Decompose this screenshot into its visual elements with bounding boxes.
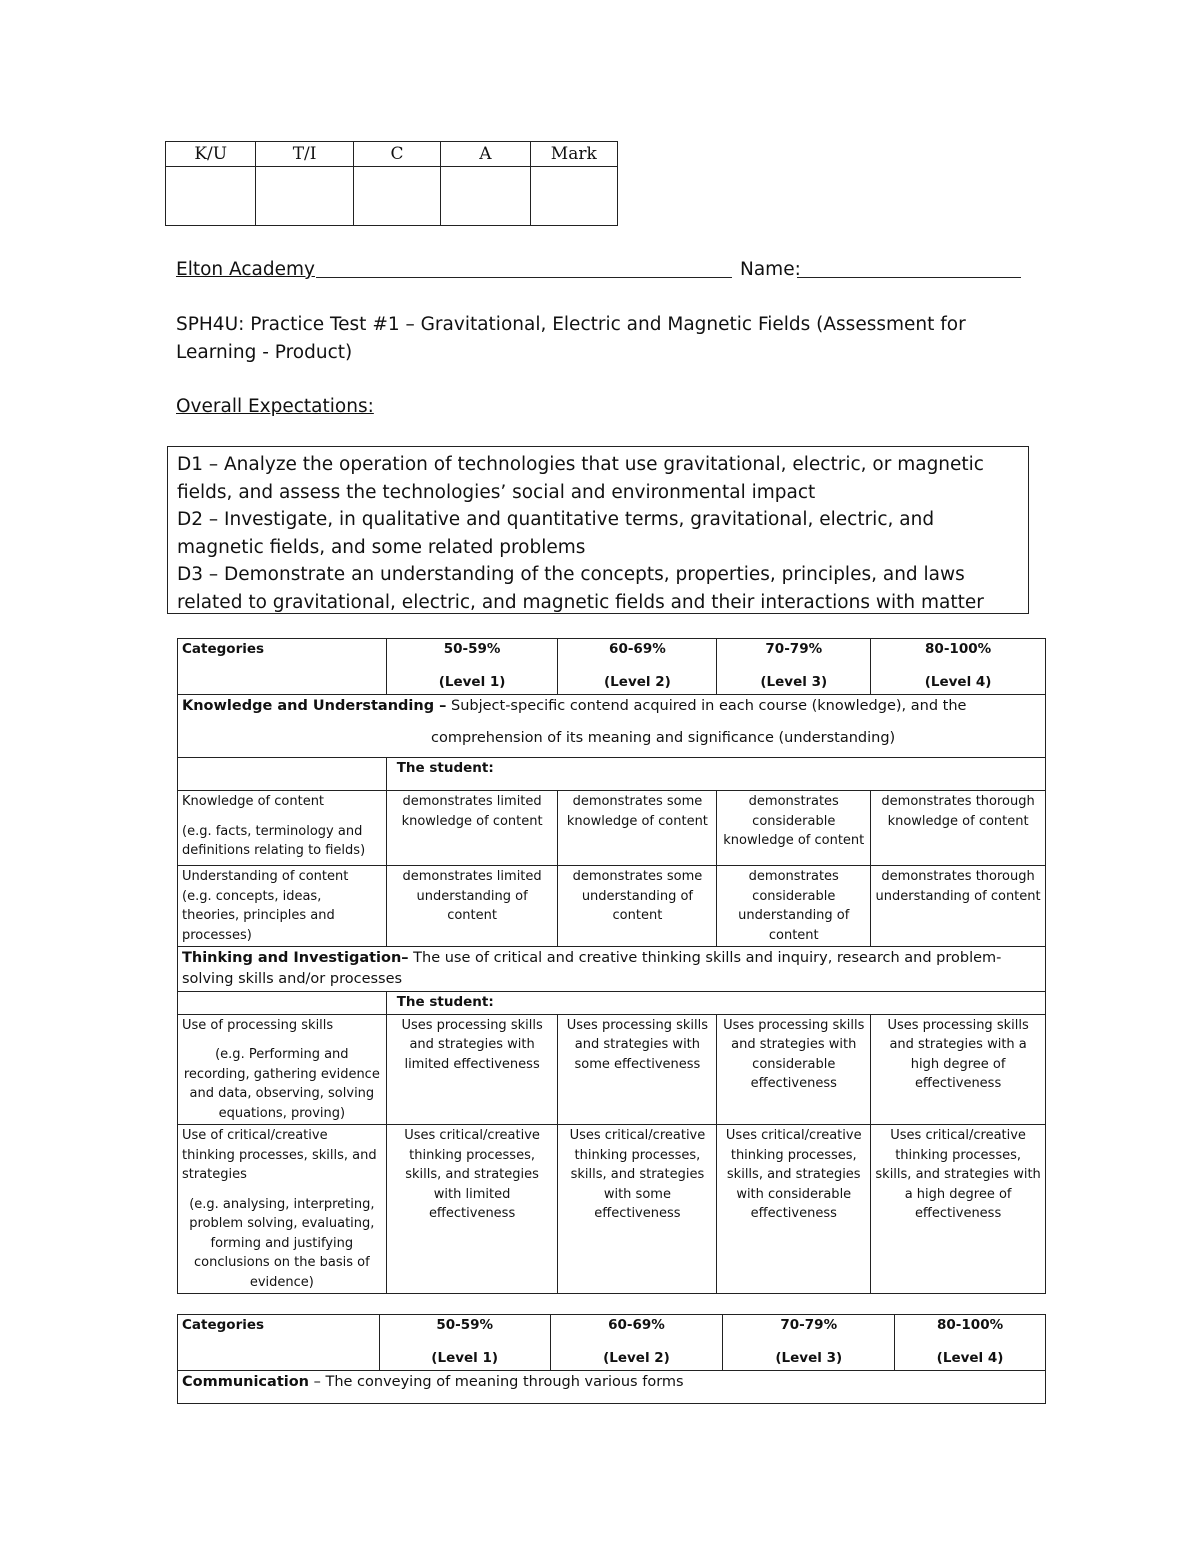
ku-understanding-level-3: demonstrates considerable understanding of content <box>717 866 871 947</box>
level-2-header-2: 60-69% (Level 2) <box>550 1315 723 1371</box>
marks-header-ti: T/I <box>256 142 353 167</box>
ti-row-processing <box>178 1014 1046 1125</box>
name-blank-line[interactable] <box>797 277 1021 278</box>
school-underline <box>316 277 732 278</box>
comm-category-cell <box>178 1371 1046 1404</box>
marks-header-a: A <box>441 142 530 167</box>
name-label: Name: <box>740 259 801 280</box>
marks-cell-mark <box>530 167 617 226</box>
marks-table <box>165 141 618 226</box>
ti-critical-level-3: Uses critical/creative thinking processes, skills, and strategies with considerable effectiveness <box>717 1125 871 1294</box>
ku-desc-2: comprehension of its meaning and significance (understanding) <box>431 730 896 746</box>
comm-title: Communication <box>182 1374 310 1390</box>
marks-cell-ku <box>166 167 256 226</box>
ku-title: Knowledge and Understanding – <box>182 698 447 714</box>
ku-understanding-level-2: demonstrates some understanding of content <box>558 866 717 947</box>
ti-critical-level-1: Uses critical/creative thinking processes, skills, and strategies with limited effectiveness <box>386 1125 558 1294</box>
ti-processing-level-4: Uses processing skills and strategies with a high degree of effectiveness <box>871 1014 1046 1125</box>
ti-critical-level-2: Uses critical/creative thinking processes, skills, and strategies with some effectiveness <box>558 1125 717 1294</box>
marks-cell-c <box>353 167 440 226</box>
ku-category-row <box>178 695 1046 758</box>
ku-desc-1: Subject-specific contend acquired in each course (knowledge), and the <box>451 698 967 714</box>
ku-row-understanding <box>178 866 1046 947</box>
ti-student-label: The student: <box>386 992 1045 1015</box>
comm-desc: – The conveying of meaning through various forms <box>313 1374 684 1390</box>
marks-cell-ti <box>256 167 353 226</box>
ti-row-critical <box>178 1125 1046 1294</box>
ku-knowledge-level-1: demonstrates limited knowledge of content <box>386 791 558 866</box>
marks-cell-a <box>441 167 530 226</box>
ku-knowledge-level-3: demonstrates considerable knowledge of content <box>717 791 871 866</box>
test-title: SPH4U: Practice Test #1 – Gravitational, Electric and Magnetic Fields (Assessment for Learning - Product) <box>176 314 966 363</box>
ti-desc: The use of critical and creative thinking skills and inquiry, research and problem-solving skills and/or processes <box>182 950 1002 987</box>
criterion-understanding: Understanding of content (e.g. concepts, ideas, theories, principles and processes) <box>178 866 387 947</box>
categories-header-2: Categories <box>178 1315 380 1371</box>
categories-header: Categories <box>178 639 387 695</box>
ku-student-label: The student: <box>386 758 1045 791</box>
expectations-box <box>167 446 1029 614</box>
ku-knowledge-level-2: demonstrates some knowledge of content <box>558 791 717 866</box>
ku-student-row <box>178 758 1046 791</box>
criterion-knowledge: Knowledge of content (e.g. facts, terminology and definitions relating to fields) <box>178 791 387 866</box>
level-1-header: 50-59% (Level 1) <box>386 639 558 695</box>
criterion-critical: Use of critical/creative thinking processes, skills, and strategies (e.g. analysing, interpreting, problem solving, evaluating, forming and justifying conclusions on the basis of evidence) <box>178 1125 387 1294</box>
ti-processing-level-3: Uses processing skills and strategies with considerable effectiveness <box>717 1014 871 1125</box>
rubric-header-row <box>178 639 1046 695</box>
ti-category-row <box>178 947 1046 992</box>
level-1-header-2: 50-59% (Level 1) <box>379 1315 550 1371</box>
ku-understanding-level-4: demonstrates thorough understanding of content <box>871 866 1046 947</box>
marks-header-ku: K/U <box>166 142 256 167</box>
ti-student-row <box>178 992 1046 1015</box>
expectation-d1: D1 – Analyze the operation of technologies that use gravitational, electric, or magnetic fields, and assess the technologies’ social and environmental impact <box>177 454 984 503</box>
rubric2-header-row <box>178 1315 1046 1371</box>
ti-critical-level-4: Uses critical/creative thinking processes, skills, and strategies with a high degree of effectiveness <box>871 1125 1046 1294</box>
rubric-table-communication <box>177 1314 1046 1404</box>
level-4-header-2: 80-100% (Level 4) <box>895 1315 1046 1371</box>
ti-category-cell <box>178 947 1046 992</box>
level-3-header-2: 70-79% (Level 3) <box>723 1315 895 1371</box>
ku-category-cell <box>178 695 1046 758</box>
level-2-header: 60-69% (Level 2) <box>558 639 717 695</box>
marks-header-c: C <box>353 142 440 167</box>
expectation-d2: D2 – Investigate, in qualitative and quantitative terms, gravitational, electric, and magnetic fields, and some related problems <box>177 509 935 558</box>
overall-expectations-label: Overall Expectations: <box>176 396 374 417</box>
ti-processing-level-1: Uses processing skills and strategies with limited effectiveness <box>386 1014 558 1125</box>
ku-understanding-level-1: demonstrates limited understanding of content <box>386 866 558 947</box>
ti-title: Thinking and Investigation– <box>182 950 409 966</box>
level-3-header: 70-79% (Level 3) <box>717 639 871 695</box>
expectation-d3: D3 – Demonstrate an understanding of the concepts, properties, principles, and laws related to gravitational, electric, and magnetic fields and their interactions with matter <box>177 564 984 613</box>
comm-category-row <box>178 1371 1046 1404</box>
school-name: Elton Academy <box>176 259 315 280</box>
criterion-processing: Use of processing skills (e.g. Performing and recording, gathering evidence and data, observing, solving equations, proving) <box>178 1014 387 1125</box>
marks-header-mark: Mark <box>530 142 617 167</box>
ti-processing-level-2: Uses processing skills and strategies with some effectiveness <box>558 1014 717 1125</box>
level-4-header: 80-100% (Level 4) <box>871 639 1046 695</box>
ku-row-knowledge <box>178 791 1046 866</box>
ku-knowledge-level-4: demonstrates thorough knowledge of content <box>871 791 1046 866</box>
rubric-table <box>177 638 1046 1294</box>
